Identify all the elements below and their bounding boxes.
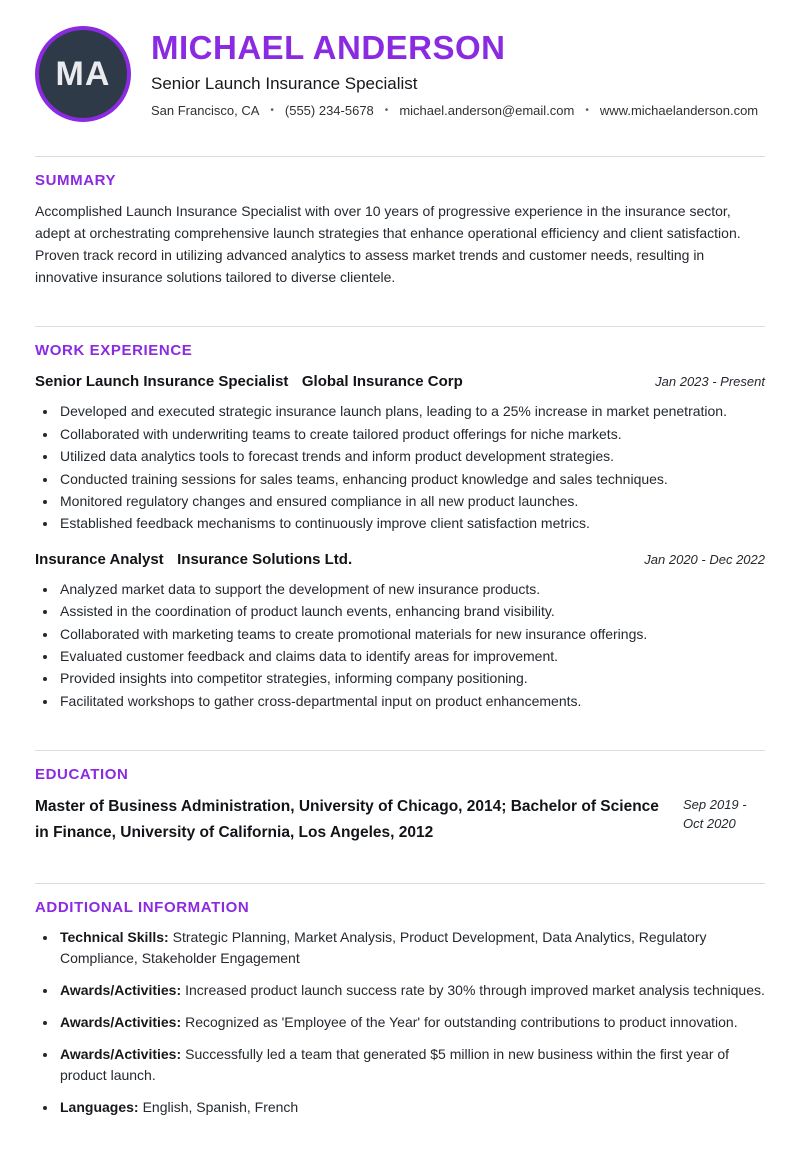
- summary-section: [35, 156, 765, 288]
- additional-item: [58, 1097, 765, 1118]
- education-section: [35, 750, 765, 845]
- job-bullet-list: [35, 578, 765, 712]
- bullet-item: • Utilized data analytics tools to forecast trends and inform product development strategies.: [58, 445, 765, 467]
- additional-item-label: Awards/Activities:: [60, 1014, 182, 1031]
- job-title: Insurance Analyst: [35, 550, 164, 568]
- contact-line: [151, 103, 765, 118]
- bullet-item: • Collaborated with underwriting teams to create tailored product offerings for niche markets.: [58, 423, 765, 445]
- avatar: [35, 26, 131, 122]
- additional-item-label: Awards/Activities:: [60, 982, 182, 999]
- job-title: Senior Launch Insurance Specialist: [35, 373, 289, 391]
- additional-item-label: Languages:: [60, 1099, 139, 1116]
- additional-item-text: English, Spanish, French: [142, 1099, 299, 1116]
- education-heading: EDUCATION: [35, 766, 129, 784]
- education-entry: [35, 794, 765, 845]
- additional-info-list: [35, 927, 765, 1118]
- contact-separator-dot: •: [585, 104, 589, 116]
- bullet-item: • Conducted training sessions for sales teams, enhancing product knowledge and sales techniques.: [58, 468, 765, 490]
- job-header: [35, 373, 765, 391]
- bullet-item: • Analyzed market data to support the development of new insurance products.: [58, 578, 765, 600]
- additional-item: [58, 980, 765, 1001]
- job-title-line: [35, 373, 463, 391]
- summary-heading: SUMMARY: [35, 172, 117, 189]
- additional-information-section: [35, 883, 765, 1118]
- contact-separator-dot: •: [270, 104, 274, 116]
- bullet-item: • Evaluated customer feedback and claims data to identify areas for improvement.: [58, 645, 765, 667]
- job-company: Global Insurance Corp: [301, 373, 463, 391]
- person-job-title: Senior Launch Insurance Specialist: [151, 73, 418, 93]
- job-bullet-list: [35, 400, 765, 534]
- education-degree: Master of Business Administration, University of Chicago, 2014; Bachelor of Science in Finance, University of California, Los Angeles, 2012: [35, 798, 659, 841]
- bullet-item: • Established feedback mechanisms to continuously improve client satisfaction metrics.: [58, 512, 765, 534]
- contact-separator-dot: •: [384, 104, 389, 116]
- contact-email: michael.anderson@email.com: [399, 102, 575, 118]
- education-dates: Sep 2019 - Oct 2020: [683, 797, 747, 831]
- job-entry: [35, 551, 765, 712]
- job-entry: [35, 373, 765, 534]
- additional-item-label: Awards/Activities:: [60, 1046, 182, 1063]
- work-experience-section: [35, 326, 765, 712]
- bullet-item: • Facilitated workshops to gather cross-departmental input on product enhancements.: [58, 690, 765, 712]
- additional-item: [58, 927, 765, 969]
- bullet-item: • Monitored regulatory changes and ensured compliance in all new product launches.: [58, 490, 765, 512]
- bullet-item: • Developed and executed strategic insurance launch plans, leading to a 25% increase in market penetration.: [58, 400, 765, 422]
- additional-item-text: Successfully led a team that generated $5 million in new business within the first year of product launch.: [60, 1046, 730, 1084]
- summary-text: Accomplished Launch Insurance Specialist with over 10 years of progressive experience in the insurance sector, adept at orchestrating comprehensive launch strategies that enhance operational efficiency and client satisfaction. Proven track record in utilizing advanced analytics to assess market trends and customer needs, resulting in innovative insurance solutions tailored to diverse clientele.: [35, 203, 741, 286]
- additional-item: [58, 1044, 765, 1086]
- job-company: Insurance Solutions Ltd.: [177, 550, 353, 568]
- job-header: [35, 551, 765, 569]
- additional-item-text: Recognized as 'Employee of the Year' for outstanding contributions to product innovation.: [185, 1014, 738, 1031]
- job-dates: Jan 2023 - Present: [655, 374, 765, 390]
- work-experience-heading: WORK EXPERIENCE: [35, 342, 193, 360]
- contact-phone: (555) 234-5678: [284, 102, 374, 118]
- bullet-item: • Assisted in the coordination of product launch events, enhancing brand visibility.: [58, 600, 765, 622]
- person-name: MICHAEL ANDERSON: [151, 29, 506, 67]
- additional-information-heading: ADDITIONAL INFORMATION: [35, 899, 250, 917]
- bullet-item: • Provided insights into competitor strategies, informing company positioning.: [58, 667, 765, 689]
- avatar-initials: MA: [55, 54, 111, 93]
- job-dates: Jan 2020 - Dec 2022: [644, 551, 765, 567]
- contact-website: www.michaelanderson.com: [599, 102, 759, 118]
- additional-item: [58, 1012, 765, 1033]
- header-text: [151, 30, 765, 117]
- additional-item-label: Technical Skills:: [60, 929, 169, 946]
- contact-location: San Francisco, CA: [151, 102, 260, 118]
- additional-item-text: Strategic Planning, Market Analysis, Product Development, Data Analytics, Regulatory Compliance, Stakeholder Engagement: [60, 929, 707, 967]
- job-title-line: [35, 551, 352, 569]
- bullet-item: • Collaborated with marketing teams to create promotional materials for new insurance offerings.: [58, 623, 765, 645]
- resume-header: [35, 26, 765, 138]
- additional-item-text: Increased product launch success rate by 30% through improved market analysis techniques.: [185, 982, 765, 999]
